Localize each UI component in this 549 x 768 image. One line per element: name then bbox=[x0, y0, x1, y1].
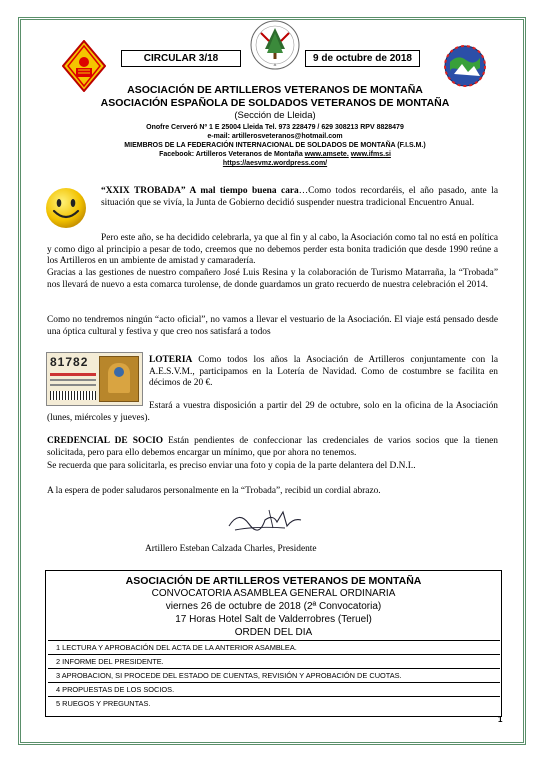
facebook-line bbox=[40, 151, 510, 158]
circular-date-box: 9 de octubre de 2018 bbox=[305, 50, 420, 67]
agenda-item: 5 RUEGOS Y PREGUNTAS. bbox=[48, 696, 500, 709]
org-name-artilleros: ASOCIACIÓN DE ARTILLEROS VETERANOS DE MONTAÑA bbox=[127, 84, 423, 96]
loteria-paragraph-1: LOTERIA Como todos los años la Asociación de Artilleros conjuntamente con la A.E.S.V.M., participamos en la Lotería de Navidad. Como de costumbre se facilita en décimos de 20 €. bbox=[149, 355, 498, 389]
federation-line: MIEMBROS DE LA FEDERACIÓN INTERNACIONAL DE SOLDADOS DE MONTAÑA (F.I.S.M.) bbox=[124, 142, 426, 149]
blog-link[interactable]: https://aesvmz.wordpress.com/ bbox=[222, 160, 328, 167]
ticket-painting bbox=[99, 356, 139, 402]
trobada-title: “XXIX TROBADA” A mal tiempo buena cara bbox=[101, 186, 299, 196]
svg-text:A: A bbox=[273, 62, 277, 67]
trobada-paragraph-4: Como no tendremos ningún “acto oficial”, no vamos a llevar el vestuario de la Asociación. El viaje está pensado desde una óptica cultural y festiva y que creo nos satisfará a todos bbox=[47, 315, 498, 337]
org-name-soldados: ASOCIACIÓN ESPAÑOLA DE SOLDADOS VETERANOS DE MONTAÑA bbox=[100, 97, 450, 109]
ticket-number: 81782 bbox=[50, 355, 89, 369]
assembly-notice-box bbox=[45, 570, 502, 717]
agenda-item: 1 LECTURA Y APROBACIÓN DEL ACTA DE LA ANTERIOR ASAMBLEA. bbox=[48, 640, 500, 653]
trobada-paragraph-3: Gracias a las gestiones de nuestro compañero José Luis Resina y la colaboración de Turismo Matarraña, la “Trobada” nos llevará de nuevo a esta comarca turolense, de donde guardamos un grato recuerdo de nuestra celebración el 2014. bbox=[47, 268, 498, 290]
trobada-paragraph-1: “XXIX TROBADA” A mal tiempo buena cara…Como todos recordaréis, el año pasado, ante la situación que se vivía, la Junta de Gobierno decidió suspender nuestra tradicional Encuentro Anual. bbox=[101, 186, 498, 208]
circular-number-box: CIRCULAR 3/18 bbox=[121, 50, 241, 67]
fism-globe-logo bbox=[444, 44, 486, 88]
address-line: Onofre Cerveró Nº 1 E 25004 Lleida Tel. 973 228479 / 629 308213 RPV 8828479 bbox=[146, 124, 404, 131]
assembly-org: ASOCIACIÓN DE ARTILLEROS VETERANOS DE MONTAÑA bbox=[125, 575, 422, 587]
section-name: (Sección de Lleida) bbox=[234, 110, 316, 121]
loteria-title: LOTERIA bbox=[149, 355, 193, 365]
loteria-paragraph-2: Estará a vuestra disposición a partir del 29 de octubre, solo en la oficina de la Asociación (lunes, miércoles y jueves). bbox=[47, 401, 498, 423]
agenda-item: 4 PROPUESTAS DE LOS SOCIOS. bbox=[48, 682, 500, 695]
credencial-paragraph-1: CREDENCIAL DE SOCIO Están pendientes de confeccionar las credenciales de varios socios que la tienen solicitada, pero para ello debemos encargar un mínimo, que por ahora no tenemos. bbox=[47, 436, 498, 458]
agenda-title: ORDEN DEL DIA bbox=[234, 627, 313, 638]
assembly-title: CONVOCATORIA ASAMBLEA GENERAL ORDINARIA bbox=[151, 588, 396, 599]
signature-name: Artillero Esteban Calzada Charles, Presidente bbox=[145, 544, 317, 554]
agenda-item: 2 INFORME DEL PRESIDENTE. bbox=[48, 654, 500, 667]
page-number: 1 bbox=[498, 715, 503, 724]
association-crest-logo bbox=[249, 19, 301, 71]
credencial-title: CREDENCIAL DE SOCIO bbox=[47, 436, 164, 446]
email-line: e-mail: artillerosveteranos@hotmail.com bbox=[207, 133, 343, 140]
credencial-paragraph-2: Se recuerda que para solicitarla, es preciso enviar una foto y copia de la parte delantera del D.N.I.. bbox=[47, 461, 416, 471]
agenda-item: 3 APROBACION, SI PROCEDE DEL ESTADO DE CUENTAS, REVISIÓN Y APROBACIÓN DE CUOTAS. bbox=[48, 668, 500, 681]
blog-line bbox=[40, 160, 510, 167]
website-link-ifms[interactable]: www.ifms.si bbox=[350, 151, 391, 158]
lottery-ticket-image bbox=[46, 352, 143, 406]
trobada-paragraph-2: Pero este año, se ha decidido celebrarla, ya que al fin y al cabo, la Asociación como tal no está en política y como digo al principio a pesar de todo, creemos que no debemos perder esta bonita tradición que desde 1990 reúne a los Artilleros en un ambiente de amistad y camaradería. bbox=[47, 233, 498, 267]
handwritten-signature bbox=[225, 506, 305, 536]
assembly-place: 17 Horas Hotel Salt de Valderrobres (Teruel) bbox=[175, 614, 372, 625]
smiley-face-icon bbox=[44, 186, 88, 230]
assembly-date: viernes 26 de octubre de 2018 (2ª Convocatoria) bbox=[165, 601, 382, 612]
website-link-amsete[interactable]: www.amsete. bbox=[304, 151, 349, 158]
facebook-label: Facebook: Artilleros Veteranos de Montaña bbox=[159, 151, 305, 158]
closing-paragraph: A la espera de poder saludaros personalmente en la “Trobada”, recibid un cordial abrazo. bbox=[47, 486, 381, 496]
